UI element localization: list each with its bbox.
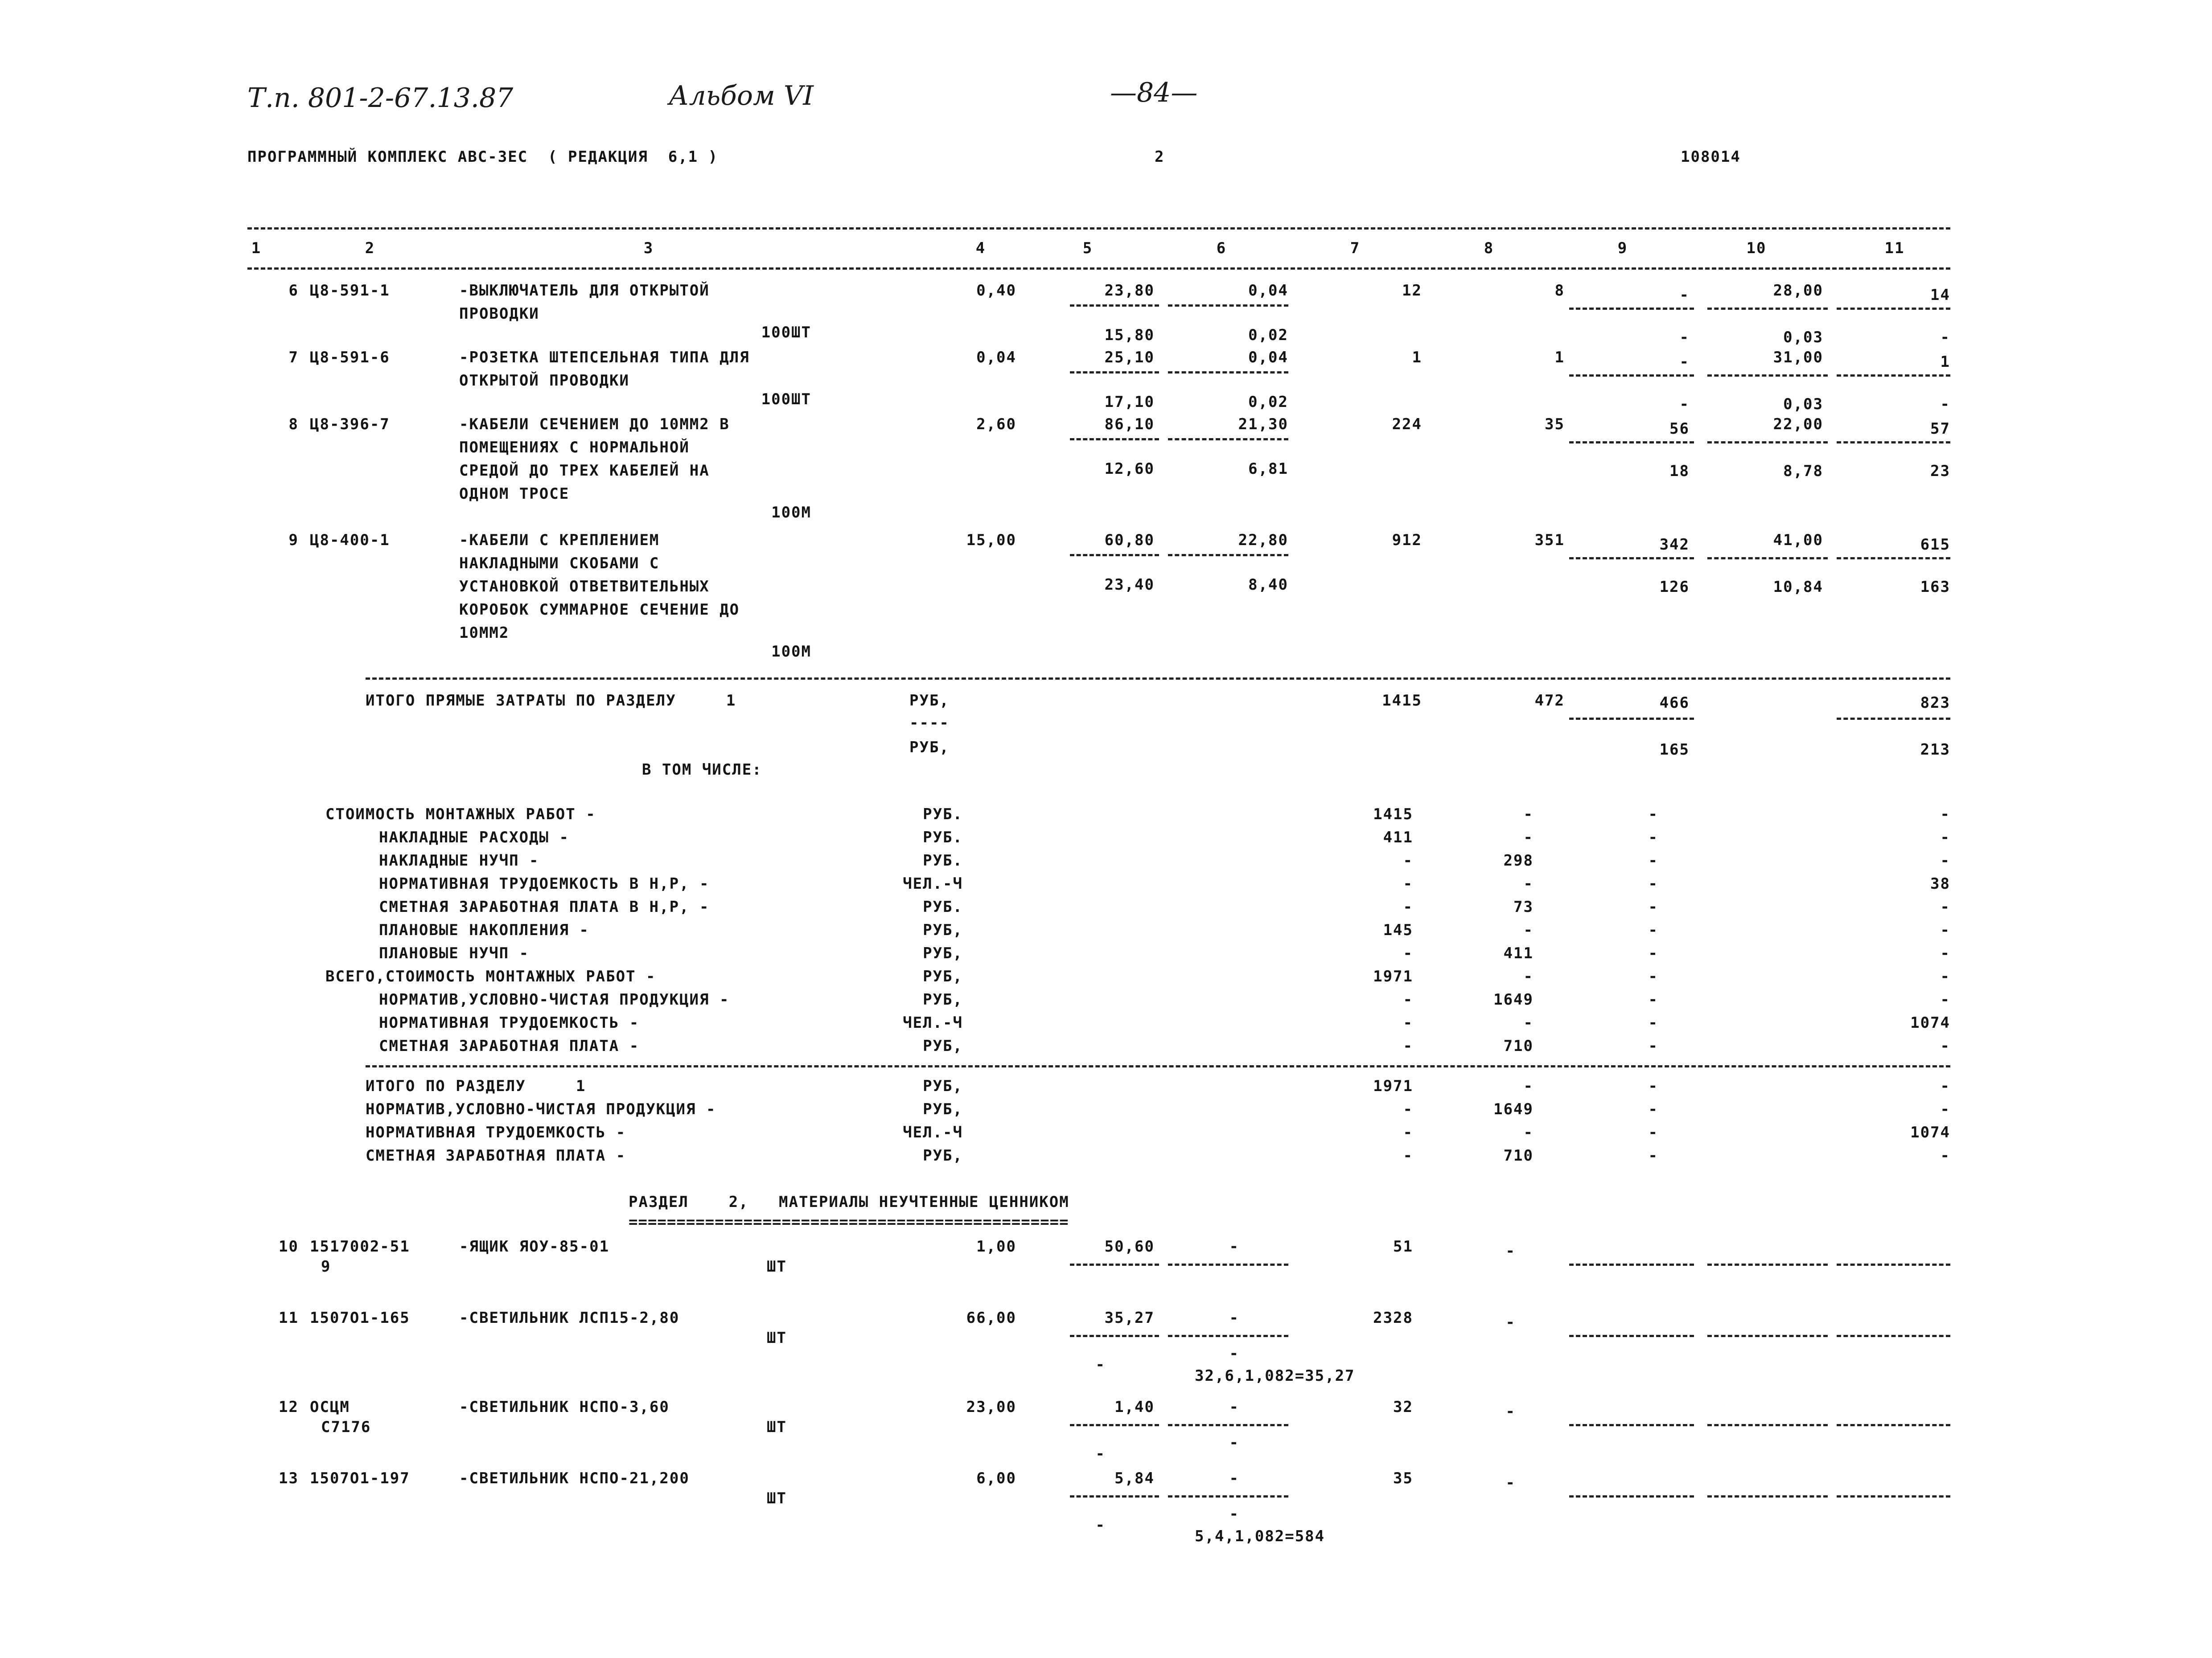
item-col5-wages: 15,80 <box>1104 326 1155 344</box>
breakdown-col7: - <box>1403 991 1413 1009</box>
material-col5-rule <box>1070 1335 1159 1337</box>
material-col8: - <box>1505 1474 1516 1492</box>
section-total-col11: - <box>1940 1077 1950 1095</box>
item-col7: 912 <box>1392 531 1422 549</box>
item-col11-total: 57 <box>1930 420 1950 438</box>
item-description-line: -ВЫКЛЮЧАТЕЛЬ ДЛЯ ОТКРЫТОЙ <box>459 282 710 300</box>
item-col10-rule <box>1707 441 1828 443</box>
item-col4: 0,04 <box>976 349 1016 366</box>
breakdown-col7: - <box>1403 944 1413 962</box>
item-col11-total: 14 <box>1930 286 1950 304</box>
breakdown-unit: РУБ. <box>923 829 963 846</box>
section-total-col9: - <box>1648 1077 1658 1095</box>
material-col6-rule <box>1168 1424 1288 1426</box>
breakdown-col11: 38 <box>1930 875 1950 893</box>
material-col7: 35 <box>1393 1469 1413 1487</box>
breakdown-col8: 710 <box>1503 1037 1534 1055</box>
breakdown-unit: ЧЕЛ.-Ч <box>903 1014 963 1032</box>
program-code: 108014 <box>1681 148 1741 166</box>
material-col10-rule <box>1707 1264 1828 1266</box>
breakdown-unit: РУБ, <box>923 921 963 939</box>
breakdown-col11: 1074 <box>1910 1014 1950 1032</box>
totals-unit: РУБ, <box>909 692 950 710</box>
material-calc-note: 5,4,1,082=584 <box>1195 1527 1325 1545</box>
item-col6-rule <box>1168 438 1288 440</box>
totals-col11-total: 823 <box>1920 694 1950 712</box>
section-total-label: ИТОГО ПО РАЗДЕЛУ 1 <box>366 1077 586 1095</box>
item-unit: 100М <box>771 504 811 521</box>
material-col8: - <box>1505 1313 1516 1331</box>
totals-col11-rule <box>1837 718 1950 720</box>
header-bottom-rule <box>247 267 1950 270</box>
breakdown-label: НОРМАТИВНАЯ ТРУДОЕМКОСТЬ В Н,Р, - <box>379 875 710 893</box>
breakdown-label: ПЛАНОВЫЕ НАКОПЛЕНИЯ - <box>379 921 589 939</box>
section-total-unit: ЧЕЛ.-Ч <box>903 1124 963 1141</box>
section-total-col8: - <box>1523 1077 1534 1095</box>
item-code: Ц8-591-1 <box>310 282 390 300</box>
breakdown-unit: РУБ. <box>923 898 963 916</box>
totals-col9-wages: 165 <box>1659 741 1690 759</box>
breakdown-col8: 1649 <box>1493 991 1534 1009</box>
material-code: 1517002-51 <box>310 1238 410 1256</box>
item-col9-total: 342 <box>1659 536 1690 554</box>
item-description-line: УСТАНОВКОЙ ОТВЕТВИТЕЛЬНЫХ <box>459 578 710 595</box>
breakdown-col11: - <box>1940 1037 1950 1055</box>
section-total-col9: - <box>1648 1124 1658 1141</box>
breakdown-label: СТОИМОСТЬ МОНТАЖНЫХ РАБОТ - <box>325 805 596 823</box>
item-description-line: -РОЗЕТКА ШТЕПСЕЛЬНАЯ ТИПА ДЛЯ <box>459 349 750 366</box>
column-header-3: 3 <box>643 239 654 257</box>
item-col11-rule <box>1837 308 1950 310</box>
item-col11-rule <box>1837 557 1950 559</box>
item-description-line: 10ММ2 <box>459 624 510 642</box>
item-col9-rule <box>1569 374 1694 377</box>
breakdown-col7: - <box>1403 875 1413 893</box>
breakdown-col9: - <box>1648 968 1658 985</box>
item-col5-rule <box>1070 371 1159 373</box>
breakdown-col9: - <box>1648 805 1658 823</box>
item-number: 9 <box>288 531 299 549</box>
material-col6: - <box>1229 1398 1239 1416</box>
totals-col7: 1415 <box>1382 692 1422 710</box>
item-col8: 35 <box>1545 415 1565 433</box>
material-unit: ШТ <box>767 1418 787 1436</box>
item-col8: 1 <box>1554 349 1565 366</box>
breakdown-col9: - <box>1648 829 1658 846</box>
item-col6-wages: 0,02 <box>1248 326 1288 344</box>
material-number: 11 <box>279 1309 299 1327</box>
item-col9-rule <box>1569 441 1694 443</box>
material-col6-wages: - <box>1229 1434 1239 1452</box>
breakdown-col11: - <box>1940 921 1950 939</box>
section-total-col9: - <box>1648 1147 1658 1165</box>
item-col6-wages: 0,02 <box>1248 393 1288 411</box>
section-total-rule <box>366 1065 1950 1067</box>
item-col9-total: 56 <box>1669 420 1690 438</box>
material-col5: 1,40 <box>1114 1398 1155 1416</box>
totals-col9-rule <box>1569 718 1694 720</box>
program-title: ПРОГРАММНЫЙ КОМПЛЕКС АВС-3ЕС ( РЕДАКЦИЯ 6,1 ) <box>247 148 719 166</box>
project-code: Т.п. 801-2-67.13.87 <box>247 82 514 114</box>
breakdown-col7: - <box>1403 1014 1413 1032</box>
breakdown-unit: РУБ, <box>923 968 963 985</box>
material-col5-rule <box>1070 1495 1159 1498</box>
item-col9-total: - <box>1679 353 1690 371</box>
item-col5-rule <box>1070 554 1159 556</box>
breakdown-unit: РУБ. <box>923 852 963 870</box>
breakdown-col9: - <box>1648 875 1658 893</box>
item-col11-wages: - <box>1940 395 1950 413</box>
breakdown-col8: - <box>1523 829 1534 846</box>
column-header-10: 10 <box>1746 239 1767 257</box>
item-description-line: -КАБЕЛИ С КРЕПЛЕНИЕМ <box>459 531 660 549</box>
section-total-col7: 1971 <box>1373 1077 1413 1095</box>
breakdown-col9: - <box>1648 852 1658 870</box>
item-col10-rule <box>1707 308 1828 310</box>
item-col11-wages: 23 <box>1930 462 1950 480</box>
program-page: 2 <box>1155 148 1165 166</box>
breakdown-col9: - <box>1648 1037 1658 1055</box>
breakdown-label: НОРМАТИВНАЯ ТРУДОЕМКОСТЬ - <box>379 1014 640 1032</box>
breakdown-col9: - <box>1648 1014 1658 1032</box>
item-description-line: ПОМЕЩЕНИЯХ С НОРМАЛЬНОЙ <box>459 439 690 456</box>
breakdown-label: НОРМАТИВ,УСЛОВНО-ЧИСТАЯ ПРОДУКЦИЯ - <box>379 991 730 1009</box>
item-col11-wages: 163 <box>1920 578 1950 596</box>
item-col7: 12 <box>1402 282 1422 300</box>
item-col9-wages: - <box>1679 328 1690 346</box>
material-col10-rule <box>1707 1495 1828 1498</box>
breakdown-label: СМЕТНАЯ ЗАРАБОТНАЯ ПЛАТА В Н,Р, - <box>379 898 710 916</box>
material-col11-rule <box>1837 1495 1950 1498</box>
material-col6-wages: - <box>1229 1505 1239 1523</box>
breakdown-col11: - <box>1940 944 1950 962</box>
item-col8: 351 <box>1534 531 1565 549</box>
breakdown-col8: 73 <box>1513 898 1534 916</box>
item-col5-wages: 12,60 <box>1104 460 1155 478</box>
material-col6-rule <box>1168 1264 1288 1266</box>
breakdown-col9: - <box>1648 944 1658 962</box>
material-col5-wages: - <box>1095 1356 1106 1374</box>
item-col6-rule <box>1168 371 1288 373</box>
section2-underline: ============================================== <box>629 1213 1069 1231</box>
material-description: -ЯЩИК ЯОУ-85-01 <box>459 1238 610 1256</box>
column-header-8: 8 <box>1484 239 1494 257</box>
material-code-2: 9 <box>321 1258 331 1276</box>
section-total-col8: 710 <box>1503 1147 1534 1165</box>
item-col10-wages: 8,78 <box>1783 462 1823 480</box>
item-col7: 1 <box>1412 349 1422 366</box>
material-col4: 1,00 <box>976 1238 1016 1256</box>
breakdown-col9: - <box>1648 991 1658 1009</box>
breakdown-label: СМЕТНАЯ ЗАРАБОТНАЯ ПЛАТА - <box>379 1037 640 1055</box>
material-col6-rule <box>1168 1495 1288 1498</box>
material-code: 1507О1-197 <box>310 1469 410 1487</box>
section-total-col8: - <box>1523 1124 1534 1141</box>
material-col9-rule <box>1569 1495 1694 1498</box>
material-col6-wages: - <box>1229 1345 1239 1363</box>
breakdown-label: НАКЛАДНЫЕ РАСХОДЫ - <box>379 829 569 846</box>
material-description: -СВЕТИЛЬНИК ЛСП15-2,80 <box>459 1309 680 1327</box>
section-total-unit: РУБ, <box>923 1100 963 1118</box>
breakdown-col8: - <box>1523 1014 1534 1032</box>
material-col7: 51 <box>1393 1238 1413 1256</box>
item-col5-rule <box>1070 438 1159 440</box>
item-col11-total: 615 <box>1920 536 1950 554</box>
material-description: -СВЕТИЛЬНИК НСПО-3,60 <box>459 1398 670 1416</box>
totals-label: ИТОГО ПРЯМЫЕ ЗАТРАТЫ ПО РАЗДЕЛУ 1 <box>366 692 736 710</box>
item-col5-wages: 17,10 <box>1104 393 1155 411</box>
item-col7: 224 <box>1392 415 1422 433</box>
material-col11-rule <box>1837 1264 1950 1266</box>
section-total-col11: - <box>1940 1100 1950 1118</box>
item-col9-rule <box>1569 557 1694 559</box>
material-col6: - <box>1229 1238 1239 1256</box>
item-col4: 2,60 <box>976 415 1016 433</box>
section-total-unit: РУБ, <box>923 1147 963 1165</box>
item-col11-rule <box>1837 374 1950 377</box>
item-col5-total: 23,80 <box>1104 282 1155 300</box>
item-col5-total: 60,80 <box>1104 531 1155 549</box>
material-col4: 6,00 <box>976 1469 1016 1487</box>
item-col4: 15,00 <box>966 531 1016 549</box>
breakdown-col8: 298 <box>1503 852 1534 870</box>
totals-unit-separator: ---- <box>909 714 950 732</box>
item-col10-rule <box>1707 557 1828 559</box>
breakdown-col11: - <box>1940 968 1950 985</box>
material-col6: - <box>1229 1309 1239 1327</box>
totals-rule <box>366 677 1950 680</box>
breakdown-col7: - <box>1403 1037 1413 1055</box>
material-code: ОСЦМ <box>310 1398 350 1416</box>
material-col10-rule <box>1707 1424 1828 1426</box>
item-col9-rule <box>1569 308 1694 310</box>
section-total-unit: РУБ, <box>923 1077 963 1095</box>
breakdown-col8: - <box>1523 805 1534 823</box>
item-unit: 100ШТ <box>761 324 811 341</box>
material-code: 1507О1-165 <box>310 1309 410 1327</box>
breakdown-col7: 411 <box>1383 829 1413 846</box>
material-unit: ШТ <box>767 1329 787 1347</box>
material-col9-rule <box>1569 1424 1694 1426</box>
item-col10-total: 28,00 <box>1773 282 1823 300</box>
column-header-1: 1 <box>251 239 262 257</box>
material-col4: 66,00 <box>966 1309 1016 1327</box>
material-number: 10 <box>279 1238 299 1256</box>
item-col6-total: 22,80 <box>1238 531 1288 549</box>
item-description-line: НАКЛАДНЫМИ СКОБАМИ С <box>459 554 660 572</box>
section-total-col7: - <box>1403 1147 1413 1165</box>
item-unit: 100М <box>771 643 811 661</box>
column-header-4: 4 <box>975 239 986 257</box>
material-col7: 2328 <box>1373 1309 1413 1327</box>
breakdown-col9: - <box>1648 921 1658 939</box>
material-col5: 5,84 <box>1114 1469 1155 1487</box>
page-number: —84— <box>1110 77 1198 108</box>
item-number: 8 <box>288 415 299 433</box>
item-code: Ц8-400-1 <box>310 531 390 549</box>
material-col11-rule <box>1837 1335 1950 1337</box>
item-description-line: ПРОВОДКИ <box>459 305 539 323</box>
item-col11-rule <box>1837 441 1950 443</box>
item-number: 6 <box>288 282 299 300</box>
item-col10-wages: 10,84 <box>1773 578 1823 596</box>
breakdown-label: ВСЕГО,СТОИМОСТЬ МОНТАЖНЫХ РАБОТ - <box>325 968 656 985</box>
item-col6-wages: 6,81 <box>1248 460 1288 478</box>
item-col9-wages: 18 <box>1669 462 1690 480</box>
column-header-5: 5 <box>1082 239 1093 257</box>
material-col6: - <box>1229 1469 1239 1487</box>
breakdown-unit: РУБ, <box>923 944 963 962</box>
column-header-2: 2 <box>365 239 375 257</box>
material-col5-wages: - <box>1095 1516 1106 1534</box>
column-header-11: 11 <box>1884 239 1905 257</box>
material-col9-rule <box>1569 1264 1694 1266</box>
breakdown-col8: - <box>1523 875 1534 893</box>
material-col7: 32 <box>1393 1398 1413 1416</box>
column-header-6: 6 <box>1216 239 1227 257</box>
item-col6-total: 0,04 <box>1248 349 1288 366</box>
material-col5-rule <box>1070 1264 1159 1266</box>
column-header-9: 9 <box>1617 239 1628 257</box>
breakdown-col7: - <box>1403 852 1413 870</box>
item-description-line: -КАБЕЛИ СЕЧЕНИЕМ ДО 10ММ2 В <box>459 415 730 433</box>
breakdown-unit: РУБ. <box>923 805 963 823</box>
breakdown-label: НАКЛАДНЫЕ НУЧП - <box>379 852 539 870</box>
breakdown-col8: - <box>1523 921 1534 939</box>
header-top-rule <box>247 227 1950 230</box>
item-col6-rule <box>1168 304 1288 307</box>
material-unit: ШТ <box>767 1258 787 1276</box>
breakdown-col7: 1971 <box>1373 968 1413 985</box>
breakdown-col8: 411 <box>1503 944 1534 962</box>
item-col10-wages: 0,03 <box>1783 328 1823 346</box>
item-col6-total: 21,30 <box>1238 415 1288 433</box>
material-col4: 23,00 <box>966 1398 1016 1416</box>
breakdown-unit: РУБ, <box>923 1037 963 1055</box>
breakdown-col11: - <box>1940 898 1950 916</box>
item-col10-wages: 0,03 <box>1783 395 1823 413</box>
material-col10-rule <box>1707 1335 1828 1337</box>
item-description-line: ОДНОМ ТРОСЕ <box>459 485 570 503</box>
breakdown-col7: 145 <box>1383 921 1413 939</box>
item-col6-total: 0,04 <box>1248 282 1288 300</box>
item-col10-total: 22,00 <box>1773 415 1823 433</box>
section-total-col7: - <box>1403 1124 1413 1141</box>
material-col8: - <box>1505 1403 1516 1420</box>
item-description-line: СРЕДОЙ ДО ТРЕХ КАБЕЛЕЙ НА <box>459 462 710 480</box>
item-col11-total: 1 <box>1940 353 1950 371</box>
totals-subheader: В ТОМ ЧИСЛЕ: <box>642 761 762 779</box>
section-total-col11: 1074 <box>1910 1124 1950 1141</box>
breakdown-col7: 1415 <box>1373 805 1413 823</box>
item-col5-total: 25,10 <box>1104 349 1155 366</box>
material-col5: 50,60 <box>1104 1238 1155 1256</box>
breakdown-label: ПЛАНОВЫЕ НУЧП - <box>379 944 530 962</box>
section-total-col8: 1649 <box>1493 1100 1534 1118</box>
section-total-label: НОРМАТИВНАЯ ТРУДОЕМКОСТЬ - <box>366 1124 626 1141</box>
item-description-line: КОРОБОК СУММАРНОЕ СЕЧЕНИЕ ДО <box>459 601 740 619</box>
breakdown-col11: - <box>1940 829 1950 846</box>
item-col4: 0,40 <box>976 282 1016 300</box>
item-col9-wages: 126 <box>1659 578 1690 596</box>
totals-col9-total: 466 <box>1659 694 1690 712</box>
item-col5-wages: 23,40 <box>1104 576 1155 594</box>
material-col5-wages: - <box>1095 1445 1106 1463</box>
totals-col8: 472 <box>1534 692 1565 710</box>
column-header-7: 7 <box>1350 239 1361 257</box>
material-col5: 35,27 <box>1104 1309 1155 1327</box>
item-number: 7 <box>288 349 299 366</box>
item-col10-rule <box>1707 374 1828 377</box>
breakdown-col8: - <box>1523 968 1534 985</box>
section-total-col9: - <box>1648 1100 1658 1118</box>
section-total-col11: - <box>1940 1147 1950 1165</box>
section-total-col7: - <box>1403 1100 1413 1118</box>
breakdown-col11: - <box>1940 852 1950 870</box>
item-col10-total: 31,00 <box>1773 349 1823 366</box>
section-total-label: НОРМАТИВ,УСЛОВНО-ЧИСТАЯ ПРОДУКЦИЯ - <box>366 1100 716 1118</box>
material-description: -СВЕТИЛЬНИК НСПО-21,200 <box>459 1469 690 1487</box>
item-col9-total: - <box>1679 286 1690 304</box>
item-col9-wages: - <box>1679 395 1690 413</box>
item-col10-total: 41,00 <box>1773 531 1823 549</box>
material-code-2: С7176 <box>321 1418 371 1436</box>
totals-unit-2: РУБ, <box>909 739 950 756</box>
item-unit: 100ШТ <box>761 390 811 408</box>
breakdown-unit: РУБ, <box>923 991 963 1009</box>
section-total-label: СМЕТНАЯ ЗАРАБОТНАЯ ПЛАТА - <box>366 1147 626 1165</box>
item-col5-total: 86,10 <box>1104 415 1155 433</box>
item-col6-rule <box>1168 554 1288 556</box>
item-col6-wages: 8,40 <box>1248 576 1288 594</box>
material-unit: ШТ <box>767 1490 787 1507</box>
material-col6-rule <box>1168 1335 1288 1337</box>
material-col9-rule <box>1569 1335 1694 1337</box>
item-description-line: ОТКРЫТОЙ ПРОВОДКИ <box>459 372 629 390</box>
material-calc-note: 32,6,1,082=35,27 <box>1195 1367 1355 1385</box>
breakdown-col11: - <box>1940 805 1950 823</box>
item-code: Ц8-591-6 <box>310 349 390 366</box>
material-number: 13 <box>279 1469 299 1487</box>
album-label: Альбом VI <box>669 80 814 111</box>
totals-col11-wages: 213 <box>1920 741 1950 759</box>
material-col5-rule <box>1070 1424 1159 1426</box>
breakdown-col11: - <box>1940 991 1950 1009</box>
section2-title: РАЗДЕЛ 2, МАТЕРИАЛЫ НЕУЧТЕННЫЕ ЦЕННИКОМ <box>629 1193 1069 1211</box>
breakdown-col7: - <box>1403 898 1413 916</box>
item-code: Ц8-396-7 <box>310 415 390 433</box>
material-number: 12 <box>279 1398 299 1416</box>
material-col11-rule <box>1837 1424 1950 1426</box>
item-col5-rule <box>1070 304 1159 307</box>
material-col8: - <box>1505 1242 1516 1260</box>
item-col8: 8 <box>1554 282 1565 300</box>
item-col11-wages: - <box>1940 328 1950 346</box>
breakdown-unit: ЧЕЛ.-Ч <box>903 875 963 893</box>
breakdown-col9: - <box>1648 898 1658 916</box>
